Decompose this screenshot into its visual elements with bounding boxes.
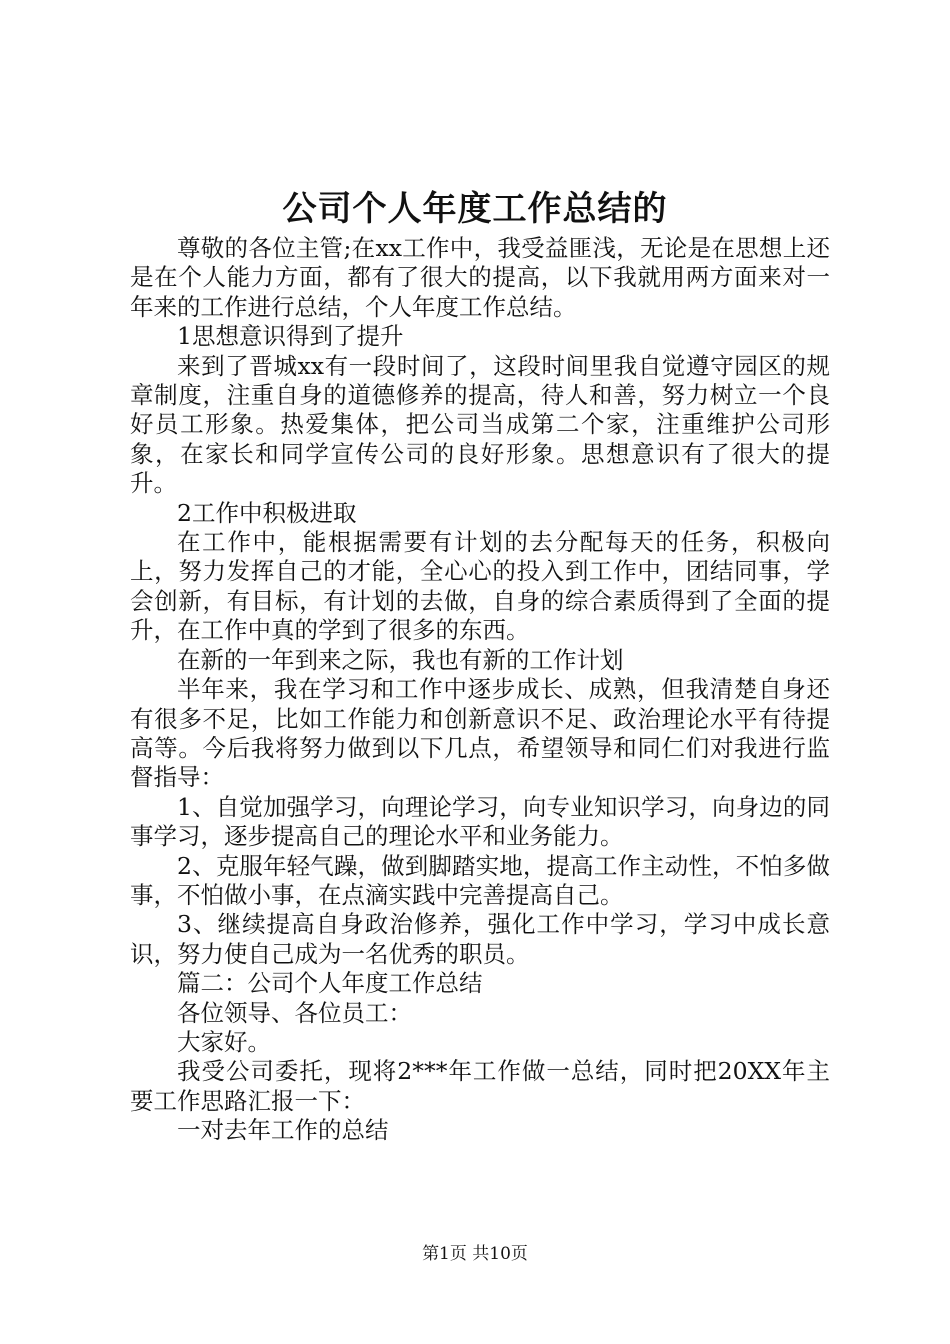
- paragraph: 大家好。: [177, 1027, 271, 1056]
- paragraph: 在新的一年到来之际，我也有新的工作计划: [177, 645, 624, 674]
- document-title: 公司个人年度工作总结的: [282, 189, 668, 229]
- paragraph: 来到了晋城xx有一段时间了，这段时间里我自觉遵守园区的规章制度，注重自身的道德修养的提高，待人和善，努力树立一个良好员工形象。热爱集体，把公司当成第二个家，注重维护公司形象，在家长和同学宣传公司的良好形象。思想意识有了很大的提升。: [130, 351, 830, 498]
- paragraph: 半年来，我在学习和工作中逐步成长、成熟，但我清楚自身还有很多不足，比如工作能力和创新意识不足、政治理论水平有待提高等。今后我将努力做到以下几点，希望领导和同仁们对我进行监督指导：: [130, 675, 830, 792]
- list-item: 2、克服年轻气躁，做到脚踏实地，提高工作主动性，不怕多做事，不怕做小事，在点滴实践中完善提高自己。: [130, 851, 830, 909]
- document-body: [130, 234, 830, 1146]
- section-heading: 篇二：公司个人年度工作总结: [177, 969, 483, 998]
- list-item: 3、继续提高自身政治修养，强化工作中学习，学习中成长意识，努力使自己成为一名优秀的职员。: [130, 910, 830, 968]
- paragraph: 在工作中，能根据需要有计划的去分配每天的任务，积极向上，努力发挥自己的才能，全心心的投入到工作中，团结同事，学会创新，有目标，有计划的去做，自身的综合素质得到了全面的提升，在工作中真的学到了很多的东西。: [130, 528, 830, 645]
- paragraph: 我受公司委托，现将2***年工作做一总结，同时把20XX年主要工作思路汇报一下：: [130, 1057, 830, 1115]
- paragraph: 各位领导、各位员工：: [177, 998, 412, 1027]
- section-heading: 2工作中积极进取: [177, 498, 357, 527]
- section-heading: 1思想意识得到了提升: [177, 322, 404, 351]
- page-number-footer: 第1页 共10页: [422, 1244, 528, 1264]
- paragraph: 尊敬的各位主管;在xx工作中，我受益匪浅，无论是在思想上还是在个人能力方面，都有了很大的提高，以下我就用两方面来对一年来的工作进行总结，个人年度工作总结。: [130, 234, 830, 321]
- section-heading: 一对去年工作的总结: [177, 1116, 389, 1145]
- list-item: 1、自觉加强学习，向理论学习，向专业知识学习，向身边的同事学习，逐步提高自己的理论水平和业务能力。: [130, 792, 830, 851]
